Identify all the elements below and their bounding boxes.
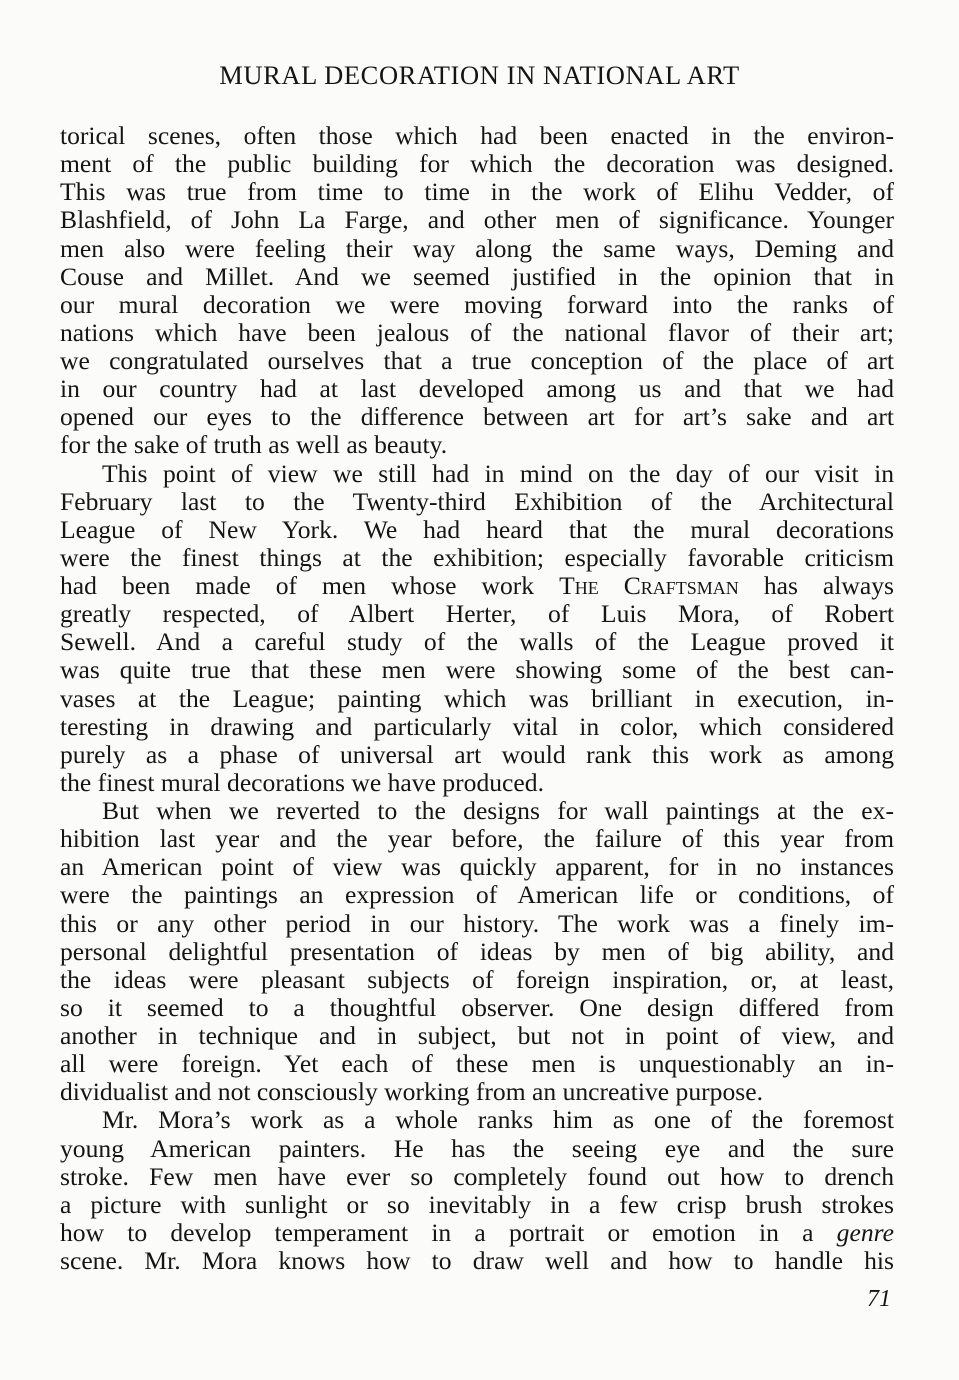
text-span: has always: [738, 571, 894, 600]
text-span: had been made of men whose work: [60, 571, 560, 600]
text-line: for the sake of truth as well as beauty.: [60, 430, 448, 460]
text-line: February last to the Twenty-third Exhibition of the Architectural: [60, 486, 894, 516]
running-head: MURAL DECORATION IN NATIONAL ART: [219, 60, 740, 90]
text-line: League of New York. We had heard that the mural decorations: [60, 514, 894, 544]
text-line: men also were feeling their way along the same ways, Deming and: [60, 233, 894, 263]
text-line: stroke. Few men have ever so completely found out how to drench: [60, 1161, 894, 1191]
text-line: personal delightful presentation of ideas by men of big ability, and: [60, 936, 894, 966]
text-line: [60, 572, 894, 600]
text-span: how to develop temperament in a portrait or emotion in a: [60, 1217, 837, 1247]
text-line: Sewell. And a careful study of the walls of the League proved it: [60, 627, 894, 657]
text-line: the ideas were pleasant subjects of foreign inspiration, or, at least,: [60, 964, 894, 994]
body-text: [60, 122, 894, 1275]
text-line: Couse and Millet. And we seemed justified in the opinion that in: [60, 261, 894, 291]
text-line: Blashfield, of John La Farge, and other men of significance. Younger: [60, 205, 894, 235]
text-line: This point of view we still had in mind on the day of our visit in: [102, 458, 894, 488]
text-line: all were foreign. Yet each of these men is unquestionably an in-: [60, 1049, 894, 1079]
page-number: 71: [867, 1286, 891, 1312]
magazine-name: The Craftsman: [559, 571, 739, 600]
text-line: the finest mural decorations we have produced.: [60, 767, 544, 797]
text-line: was quite true that these men were showing some of the best can-: [60, 655, 894, 685]
text-line: teresting in drawing and particularly vital in color, which considered: [60, 711, 894, 741]
text-line: ment of the public building for which the decoration was designed.: [60, 149, 894, 179]
text-line: were the finest things at the exhibition; especially favorable criticism: [60, 542, 894, 572]
text-line: young American painters. He has the seeing eye and the sure: [60, 1133, 894, 1163]
text-line: dividualist and not consciously working from an uncreative purpose.: [60, 1077, 763, 1107]
text-line: hibition last year and the year before, the failure of this year from: [60, 824, 894, 854]
text-line: scene. Mr. Mora knows how to draw well and how to handle his: [60, 1246, 894, 1275]
text-line: our mural decoration we were moving forward into the ranks of: [60, 289, 894, 319]
text-line: we congratulated ourselves that a true conception of the place of art: [60, 346, 894, 375]
text-line: another in technique and in subject, but not in point of view, and: [60, 1021, 894, 1050]
italic-term: genre: [836, 1217, 894, 1247]
text-line: purely as a phase of universal art would rank this work as among: [60, 739, 894, 769]
text-line: Mr. Mora’s work as a whole ranks him as one of the foremost: [102, 1105, 894, 1135]
text-line: But when we reverted to the designs for wall paintings at the ex-: [102, 796, 894, 825]
text-line: a picture with sunlight or so inevitably in a few crisp brush strokes: [60, 1189, 894, 1219]
text-line: greatly respected, of Albert Herter, of Luis Mora, of Robert: [60, 599, 894, 629]
text-line: an American point of view was quickly apparent, for in no instances: [60, 852, 894, 882]
text-line: nations which have been jealous of the national flavor of their art;: [60, 317, 894, 347]
text-line: this or any other period in our history. The work was a finely im-: [60, 908, 894, 938]
text-line: torical scenes, often those which had been enacted in the environ-: [60, 121, 894, 150]
text-line: in our country had at last developed among us and that we had: [60, 374, 894, 404]
text-line: opened our eyes to the difference between art for art’s sake and art: [60, 402, 894, 432]
text-line: This was true from time to time in the work of Elihu Vedder, of: [60, 177, 894, 207]
text-line: so it seemed to a thoughtful observer. One design differed from: [60, 992, 894, 1022]
text-line: vases at the League; painting which was brilliant in execution, in-: [60, 683, 894, 713]
text-line: [60, 1219, 894, 1247]
text-line: were the paintings an expression of American life or conditions, of: [60, 880, 894, 910]
